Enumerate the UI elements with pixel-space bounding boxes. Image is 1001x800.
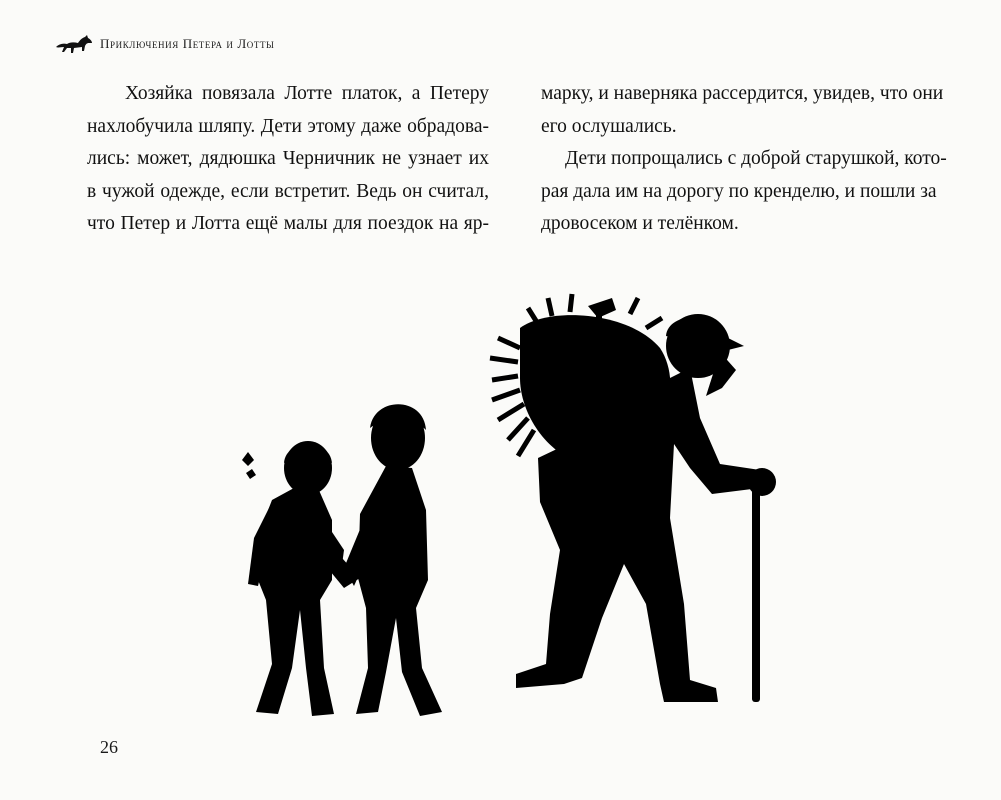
text-line: Дети попрощались с доброй старушкой, кото- <box>565 148 947 169</box>
text-line: дровосеком и телёнком. <box>541 213 739 234</box>
text-line: в чужой одежде, если встретит. Ведь он считал, <box>87 180 489 202</box>
text-line: что Петер и Лотта ещё малы для поездок на яр- <box>87 213 489 234</box>
text-line: лись: может, дядюшка Черничник не узнает их <box>87 148 489 169</box>
text-column-right <box>541 78 947 241</box>
girl-silhouette <box>242 441 344 716</box>
silhouette-illustration <box>220 288 790 728</box>
running-header <box>54 32 275 56</box>
woodcutter-silhouette <box>490 294 776 702</box>
text-line: его ослушались. <box>541 115 677 137</box>
text-line: Хозяйка повязала Лотте платок, а Петеру <box>125 83 489 104</box>
text-line: рая дала им на дорогу по кренделю, и пошли за <box>541 180 937 202</box>
text-line: нахлобучила шляпу. Дети этому даже обрадова- <box>87 115 489 137</box>
text-line: марку, и наверняка рассердится, увидев, что они <box>541 83 944 104</box>
boy-silhouette <box>344 404 442 716</box>
text-column-left <box>87 78 489 241</box>
horse-icon <box>54 33 94 55</box>
page-number: 26 <box>100 737 118 757</box>
book-title: Приключения Петера и Лотты <box>100 36 275 51</box>
